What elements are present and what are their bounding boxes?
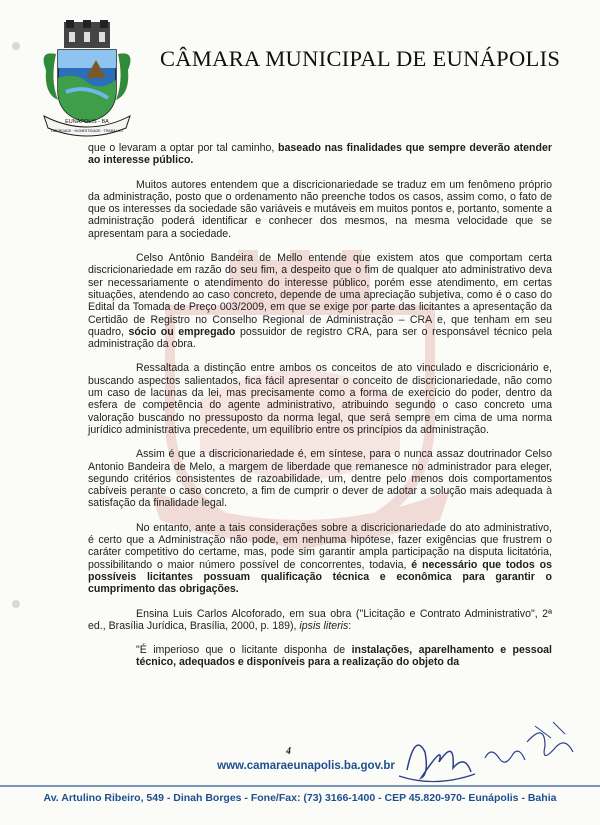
document-body xyxy=(88,142,552,681)
footer-address: Av. Artulino Ribeiro, 549 - Dinah Borges - Fone/Fax: (73) 3166-1400 - CEP 45.820-970- Eunápolis - Bahia xyxy=(43,792,557,804)
paragraph-text: Ensina Luis Carlos Alcoforado, em sua obra ("Licitação e Contrato Administrativo", 2ª ed., Brasília Jurídica, Brasília, 2000, p. 189), xyxy=(88,607,552,632)
handwritten-signatures xyxy=(395,712,580,792)
institution-title: CÂMARA MUNICIPAL DE EUNÁPOLIS xyxy=(160,46,561,71)
paragraph-text: Celso Antônio Bandeira de Mello entende que existem atos que comportam certa discricionariedade em razão do seu fim, a despeito que o fim de qualquer ato administrativo deva ser necessariamente o atendimento do interesse público, porém esse atendimento, em certas situações, atendendo ao caso concreto, depende de uma apreciação subjetiva, como é o caso do Edital da Tomada de Preço 003/2009, em que se exige por parte das licitantes a apresentação da Certidão de Registro no Conselho Regional de Administração – CRA e, que tenham em seu quadro, xyxy=(88,252,552,338)
quote-text: "É imperioso que o licitante disponha de xyxy=(136,644,352,657)
paragraph-bold-text: baseado nas finalidades que sempre deverão atender ao interesse público. xyxy=(88,142,552,167)
paragraph xyxy=(88,252,552,350)
quote-bold-text: instalações, aparelhamento e pessoal técnico, adequados e disponíveis para a realização do objeto da xyxy=(136,644,552,669)
paragraph-text: : xyxy=(348,619,352,632)
paragraph-bold-text: sócio ou empregado xyxy=(128,325,236,338)
footer-divider xyxy=(0,785,600,787)
paragraph xyxy=(88,522,552,596)
punch-hole xyxy=(12,600,20,608)
paragraph: Assim é que a discricionariedade é, em síntese, para o nunca assaz doutrinador Celso Antonio Bandeira de Melo, a margem de liberdade que remanesce no administrador para eleger, segundo critérios consistentes de razoabilidade, um, dentre pelo menos dois comportamentos cabíveis perante o caso concreto, a fim de cumprir o dever de adotar a solução mais adequada à satisfação da finalidade legal. xyxy=(88,448,552,510)
paragraph-bold-text: é necessário que todos os possíveis licitantes possuam qualificação técnica e econômica para garantir o cumprimento das obrigações. xyxy=(88,558,552,596)
crest-label: EUNÁPOLIS - BA xyxy=(65,119,109,125)
paragraph: Ressaltada a distinção entre ambos os conceitos de ato vinculado e discricionário e, buscando aspectos salientados, fica fácil apresentar o conceito de discricionariedade, não como um caso de lacunas da lei, mas precisamente como a forma de exercício do poder, dentro da esfera de competência do agente administrativo, atribuindo segundo o caso concreto uma valoração buscando no pressuposto da norma legal, que será sempre em cima de uma norma jurídico administrativa precedente, um equilíbrio entre os princípios da administração. xyxy=(88,362,552,436)
paragraph-text: No entanto, ante a tais considerações sobre a discricionariedade do ato administrativo, é certo que a Administração não pode, em nenhuma hipótese, fazer exigências que frustrem o caráter competitivo do certame, mas, pode sim garantir ampla participação na disputa licitatória, possibilitando o maior número possível de concorrentes, todavia, xyxy=(88,521,552,571)
paragraph-text: possuidor de registro CRA, para ser o responsável técnico pela administração da obra. xyxy=(88,325,552,351)
paragraph: Muitos autores entendem que a discricionariedade se traduz em um fenômeno próprio da administração, posto que o ordenamento não preenche todos os casos, assim como, o fato de que os interesses da sociedade são variáveis e mutáveis em muitos pontos e, portanto, somente a administração poderá identificar e conhecer dos mesmos, na mesma velocidade que se apresentam para a sociedade. xyxy=(88,178,552,240)
municipal-crest-logo xyxy=(36,20,138,138)
block-quote xyxy=(136,644,552,669)
website-link[interactable]: www.camaraeunapolis.ba.gov.br xyxy=(217,760,395,772)
paragraph-italic-text: ipsis literis xyxy=(299,619,349,632)
paragraph xyxy=(88,142,552,167)
paragraph-text: que o levaram a optar por tal caminho, xyxy=(88,142,279,154)
page-number: 4 xyxy=(286,746,291,757)
punch-hole xyxy=(12,42,20,50)
crest-motto: LIBERDADE · HONESTIDADE · TRABALHO xyxy=(50,129,124,133)
paragraph xyxy=(88,608,552,633)
